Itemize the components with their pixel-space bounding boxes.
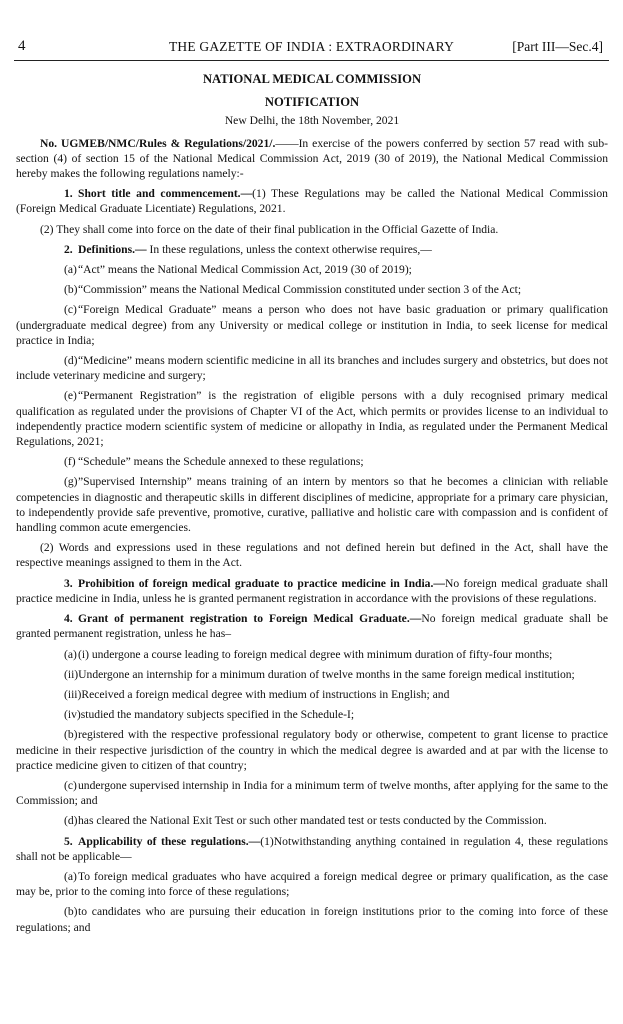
clause-label: (f) — [64, 455, 76, 469]
clause-label: (d) — [64, 354, 78, 368]
definition-b — [16, 282, 608, 297]
clause-label: (g) — [64, 475, 78, 489]
clause-text: ”Supervised Internship” means training of an intern by mentors so that he becomes a clinician with reliable competencies in diagnostic and therapeutic skills in different disciplines of medicine, appropriate for a primary care physician, to independently provide safe preventive, promotive, curative, palliative and holistic care with compassion and is confident of handling common acute emergencies. — [16, 475, 608, 535]
clause-text: “Medicine” means modern scientific medicine in all its branches and includes surgery and obstetrics, but does not include veterinary medicine and surgery; — [16, 354, 608, 383]
section-4 — [16, 611, 608, 641]
clause-text: To foreign medical graduates who have acquired a foreign medical degree or primary qualification, as the case may be, prior to the coming into force of these regulations; — [16, 869, 608, 899]
clause-5-a — [16, 869, 608, 899]
clause-label: (a) — [64, 869, 77, 883]
authority-heading: NATIONAL MEDICAL COMMISSION — [202, 72, 422, 86]
clause-label: (e) — [64, 389, 77, 403]
section-heading: Definitions.— — [78, 242, 147, 256]
clause-4-iv — [16, 707, 608, 722]
notification-number: No. UGMEB/NMC/Rules & Regulations/2021/. — [40, 136, 276, 150]
section-number: 5. — [64, 834, 73, 848]
section-number: 2. — [64, 242, 73, 256]
notification-date: New Delhi, the 18th November, 2021 — [224, 114, 400, 128]
section-heading: Applicability of these regulations.— — [78, 834, 261, 848]
clause-4-b — [16, 727, 608, 773]
section-heading: Short title and commencement.— — [78, 187, 253, 201]
clause-text: Undergone an internship for a minimum duration of twelve months in the same foreign medical institution; — [78, 667, 575, 681]
part-section-label: [Part III—Sec.4] — [512, 39, 603, 54]
section-text: In these regulations, unless the context otherwise requires,— — [146, 242, 432, 256]
clause-label: (a) — [64, 263, 77, 277]
clause-4-d — [16, 813, 608, 828]
section-5 — [16, 834, 608, 864]
clause-label: (iv) — [64, 708, 81, 722]
clause-text: has cleared the National Exit Test or such other mandated test or tests conducted by the Commission. — [78, 814, 547, 828]
definition-g — [16, 474, 608, 535]
section-1 — [16, 186, 608, 216]
intro-text: ——In exercise of the powers conferred by section 57 read with sub-section (4) of section 15 of the National Medical Commission Act, 2019 (30 of 2019), the National Medical Commission hereby makes the following regulations namely:- — [16, 136, 608, 181]
section-number: 4. — [64, 612, 73, 626]
clause-text: to candidates who are pursuing their education in foreign institutions prior to the coming into force of these regulations; and — [16, 905, 608, 934]
gazette-title: THE GAZETTE OF INDIA : EXTRAORDINARY — [168, 39, 455, 54]
section-1-sub-2: (2) They shall come into force on the date of their final publication in the Official Gazette of India. — [40, 222, 499, 236]
section-number: 1. — [64, 187, 73, 201]
definition-a — [16, 262, 608, 277]
clause-text: “Act” means the National Medical Commission Act, 2019 (30 of 2019); — [78, 263, 412, 277]
clause-label: (d) — [64, 814, 78, 828]
section-number: 3. — [64, 576, 73, 590]
clause-4-iii — [16, 687, 608, 702]
clause-5-b — [16, 904, 608, 934]
clause-4-ii — [16, 667, 608, 682]
definition-d — [16, 353, 608, 383]
intro-paragraph — [16, 136, 608, 182]
section-text: (1)Notwithstanding anything contained in regulation 4, these regulations shall not be applicable— — [16, 834, 608, 863]
section-text: (1) These Regulations may be called the National Medical Commission (Foreign Medical Graduate Licentiate) Regulations, 2021. — [16, 187, 608, 216]
clause-text: studied the mandatory subjects specified in the Schedule-I; — [80, 708, 355, 722]
definition-e — [16, 388, 608, 449]
clause-text: Received a foreign medical degree with medium of instructions in English; and — [81, 687, 450, 701]
section-heading: Prohibition of foreign medical graduate to practice medicine in India.— — [78, 576, 445, 590]
clause-text: registered with the respective professional regulatory body or otherwise, competent to grant license to practice medicine in their respective jurisdiction of the country in which the medical degree is awarded and at par with the license to practice medicine given to citizen of that country; — [16, 728, 608, 772]
definition-c — [16, 302, 608, 348]
section-text: No foreign medical graduate shall be granted permanent registration, unless he has– — [16, 612, 608, 641]
clause-label: (b) — [64, 728, 78, 742]
clause-text: undergone supervised internship in India for a minimum term of twelve months, after applying for the same to the Commission; and — [16, 778, 608, 808]
clause-text: “Foreign Medical Graduate” means a person who does not have basic graduation or primary qualification (undergraduate medical degree) from any University or medical college or institution in India, to seek license for medical practice in India; — [16, 303, 608, 347]
definition-f — [16, 454, 608, 469]
clause-text: “Schedule” means the Schedule annexed to these regulations; — [78, 455, 364, 469]
clause-label: (c) — [64, 303, 77, 317]
clause-label: (b) — [64, 905, 78, 919]
gazette-header — [14, 38, 609, 61]
clause-label: (a) — [64, 647, 77, 661]
page-number: 4 — [18, 38, 26, 54]
section-2-sub-2: (2) Words and expressions used in these regulations and not defined herein but defined in the Act, shall have the respective meanings assigned to them in the Act. — [16, 541, 608, 570]
section-text: No foreign medical graduate shall practice medicine in India, unless he is granted permanent registration in accordance with the provisions of these regulations. — [16, 576, 609, 605]
section-3 — [16, 576, 608, 606]
section-heading: Grant of permanent registration to Foreign Medical Graduate.— — [78, 612, 422, 626]
clause-4-c — [16, 778, 608, 808]
notification-heading: NOTIFICATION — [264, 95, 360, 110]
clause-label: (c) — [64, 778, 77, 792]
clause-label: (iii) — [64, 687, 82, 701]
clause-label: (b) — [64, 283, 78, 297]
notification-body — [16, 68, 608, 940]
clause-text: “Commission” means the National Medical Commission constituted under section 3 of the Act; — [78, 283, 522, 297]
clause-label: (ii) — [64, 667, 79, 681]
clause-text: (i) undergone a course leading to foreign medical degree with minimum duration of fifty-four months; — [78, 647, 553, 661]
clause-4-a — [16, 647, 608, 662]
section-2 — [16, 242, 608, 257]
clause-text: “Permanent Registration” is the registration of eligible persons with a duly recognised primary medical qualification as regulated under the provisions of Chapter VI of the Act, which permits or provides license to an individual to independently practice modern scientific system of medicine or allopathy in India, as regulated under the Permanent Medical Regulations, 2021; — [16, 389, 608, 449]
